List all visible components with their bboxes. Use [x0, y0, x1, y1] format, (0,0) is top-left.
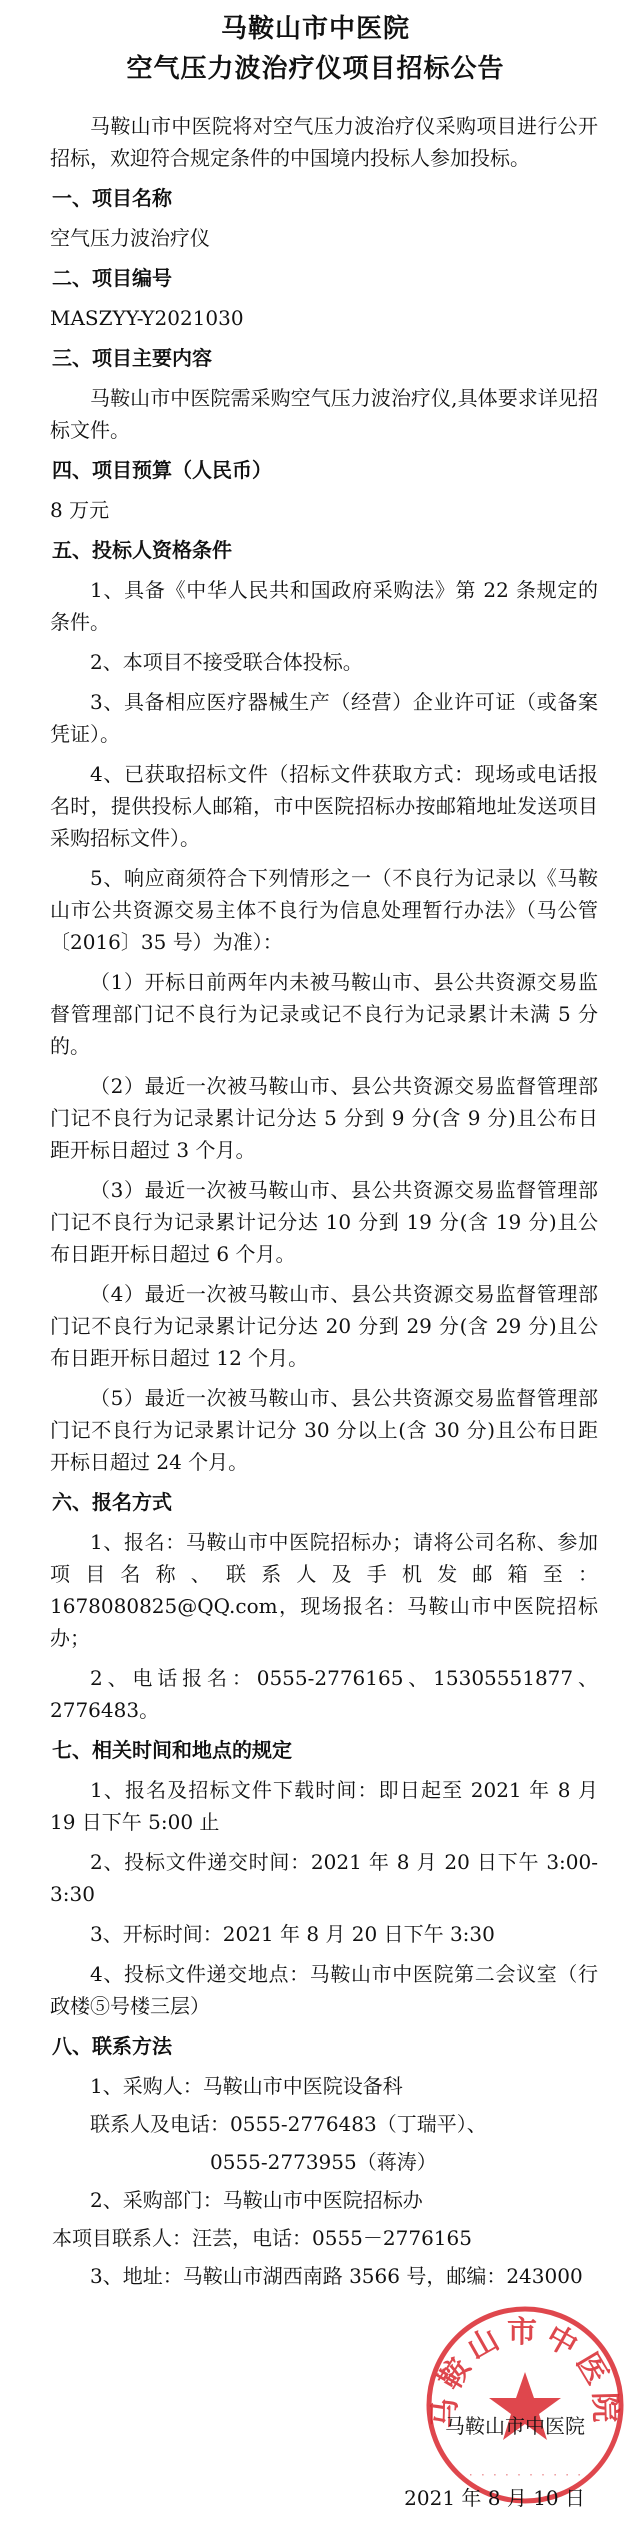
- section-heading-project-name: 一、项目名称: [52, 186, 172, 210]
- section-heading-time-place: 七、相关时间和地点的规定: [52, 1738, 292, 1762]
- budget-value: 8 万元: [50, 498, 110, 522]
- qualification-subitem: （1）开标日前两年内未被马鞍山市、县公共资源交易监督管理部门记不良行为记录或记不良行为记录累计未满 5 分的。: [50, 970, 598, 1058]
- schedule-item: 2、投标文件递交时间：2021 年 8 月 20 日下午 3:00-3:30: [50, 1850, 598, 1906]
- section-heading-budget: 四、项目预算（人民币）: [52, 458, 272, 482]
- registration-item: 1、报名：马鞍山市中医院招标办；请将公司名称、参加项目名称、联系人及手机发邮箱至：1678080825@QQ.com，现场报名：马鞍山市中医院招标办；: [50, 1530, 598, 1650]
- document-body: [50, 110, 598, 2300]
- document-title-hospital: 马鞍山市中医院: [220, 14, 410, 44]
- section-heading-main-content: 三、项目主要内容: [52, 346, 212, 370]
- qualification-subitem: （4）最近一次被马鞍山市、县公共资源交易监督管理部门记不良行为记录累计记分达 20 分到 29 分(含 29 分)且公布日距开标日超过 12 个月。: [50, 1282, 598, 1370]
- qualification-item: 1、具备《中华人民共和国政府采购法》第 22 条规定的条件。: [50, 578, 598, 634]
- registration-item: 2、电话报名：0555-2776165、15305551877、2776483。: [50, 1666, 598, 1722]
- signature-date: 2021 年 8 月 10 日: [404, 2486, 585, 2510]
- contact-purchaser: 1、采购人：马鞍山市中医院设备科: [90, 2074, 403, 2098]
- contact-department-person: 本项目联系人：汪芸，电话：0555－2776165: [52, 2226, 472, 2250]
- section-heading-project-number: 二、项目编号: [52, 266, 172, 290]
- section-heading-qualifications: 五、投标人资格条件: [52, 538, 232, 562]
- project-number-value: MASZYY-Y2021030: [50, 306, 244, 330]
- seal-text: 马鞍山市中医院: [427, 2315, 623, 2429]
- qualification-item: 4、已获取招标文件（招标文件获取方式：现场或电话报名时，提供投标人邮箱，市中医院招标办按邮箱地址发送项目采购招标文件）。: [50, 762, 598, 850]
- qualification-subitem: （5）最近一次被马鞍山市、县公共资源交易监督管理部门记不良行为记录累计记分 30 分以上(含 30 分)且公布日距开标日超过 24 个月。: [50, 1386, 598, 1474]
- contact-address: 3、地址：马鞍山市湖西南路 3566 号，邮编：243000: [90, 2264, 583, 2288]
- intro-paragraph: 马鞍山市中医院将对空气压力波治疗仪采购项目进行公开招标，欢迎符合规定条件的中国境内投标人参加投标。: [50, 114, 598, 170]
- contact-person-line1: 联系人及电话：0555-2776483（丁瑞平）、: [90, 2112, 487, 2136]
- official-seal: [420, 2300, 630, 2510]
- project-name-value: 空气压力波治疗仪: [50, 226, 210, 250]
- qualification-item: 2、本项目不接受联合体投标。: [90, 650, 363, 674]
- section-heading-contact: 八、联系方法: [52, 2034, 172, 2058]
- qualification-item: 5、响应商须符合下列情形之一（不良行为记录以《马鞍山市公共资源交易主体不良行为信息处理暂行办法》（马公管〔2016〕35 号）为准）：: [50, 866, 598, 954]
- document-title-project: 空气压力波治疗仪项目招标公告: [126, 54, 505, 84]
- schedule-item: 3、开标时间：2021 年 8 月 20 日下午 3:30: [90, 1922, 495, 1946]
- section-heading-registration: 六、报名方式: [52, 1490, 172, 1514]
- schedule-item: 1、报名及招标文件下载时间：即日起至 2021 年 8 月 19 日下午 5:00 止: [50, 1778, 598, 1834]
- schedule-item: 4、投标文件递交地点：马鞍山市中医院第二会议室（行政楼⑤号楼三层）: [50, 1962, 598, 2018]
- signature-organization: 马鞍山市中医院: [445, 2414, 585, 2438]
- contact-person-line2: 0555-2773955（蒋涛）: [210, 2150, 437, 2174]
- main-content-value: 马鞍山市中医院需采购空气压力波治疗仪,具体要求详见招标文件。: [50, 386, 598, 442]
- seal-serial: · · · · · · · · · ·: [467, 2470, 583, 2481]
- qualification-item: 3、具备相应医疗器械生产（经营）企业许可证（或备案凭证）。: [50, 690, 598, 746]
- qualification-subitem: （2）最近一次被马鞍山市、县公共资源交易监督管理部门记不良行为记录累计记分达 5 分到 9 分(含 9 分)且公布日距开标日超过 3 个月。: [50, 1074, 598, 1162]
- qualification-subitem: （3）最近一次被马鞍山市、县公共资源交易监督管理部门记不良行为记录累计记分达 10 分到 19 分(含 19 分)且公布日距开标日超过 6 个月。: [50, 1178, 598, 1266]
- contact-department: 2、采购部门：马鞍山市中医院招标办: [90, 2188, 423, 2212]
